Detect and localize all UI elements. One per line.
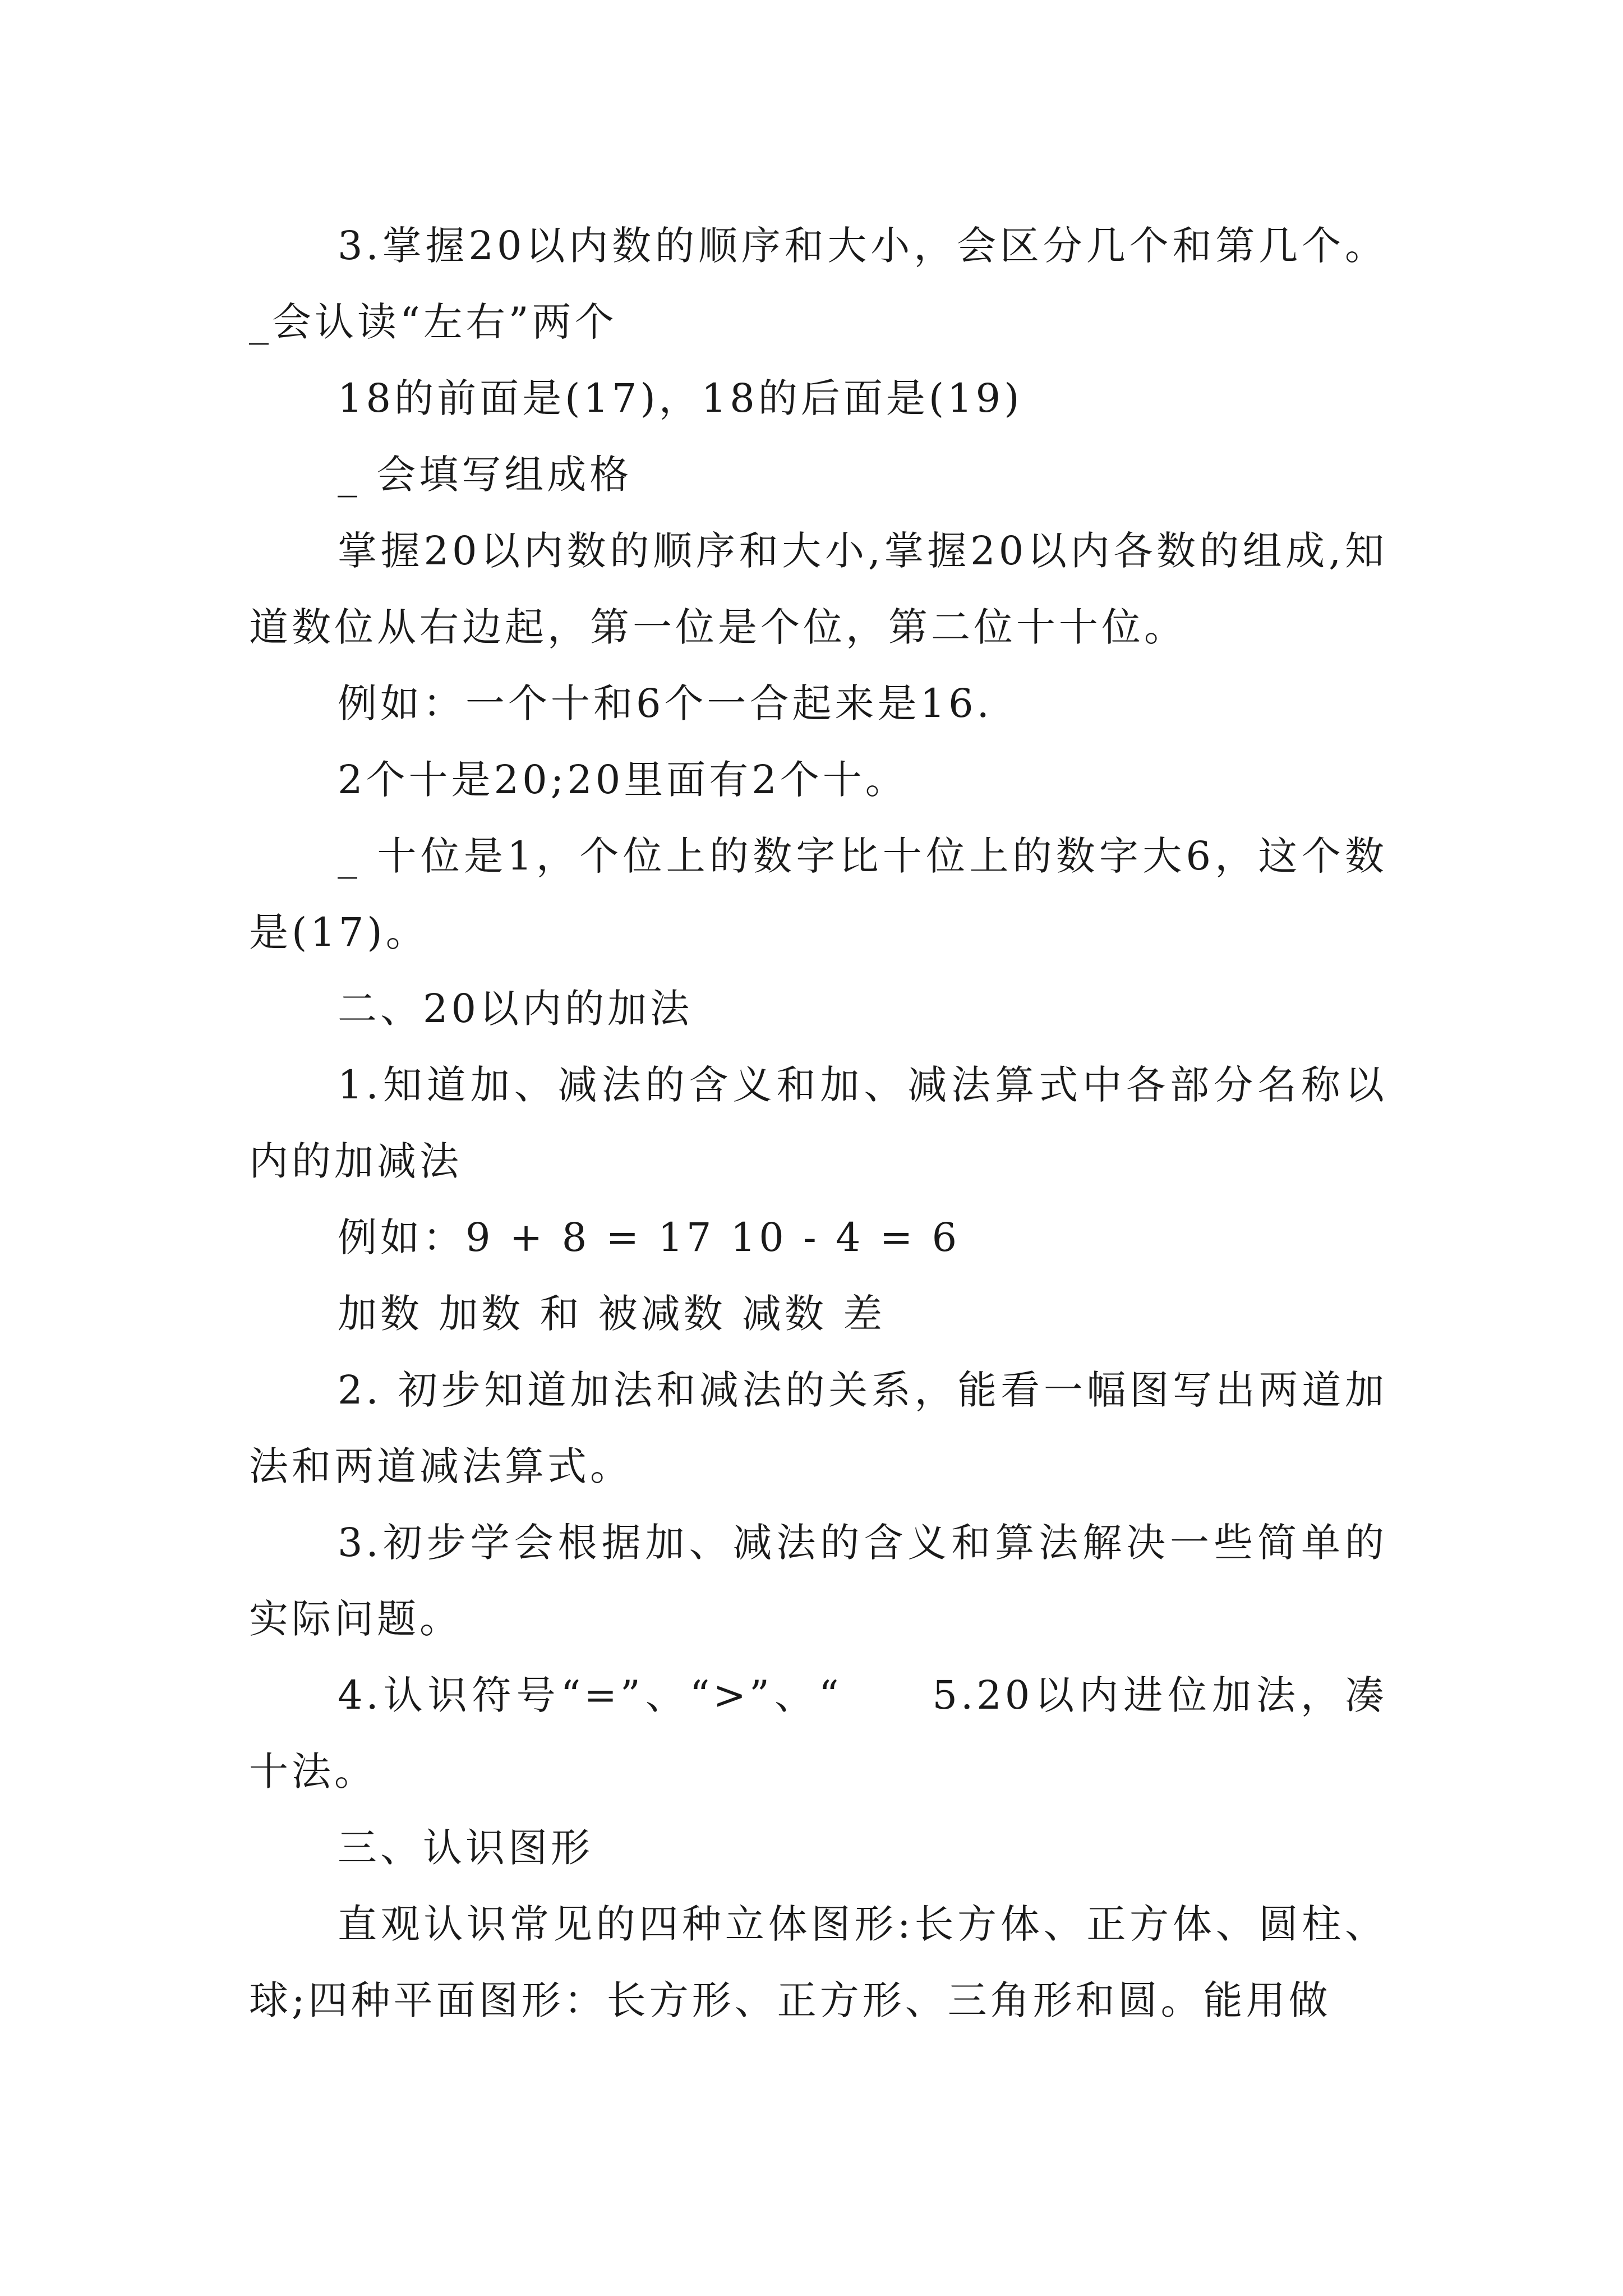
paragraph-16: 直观认识常见的四种立体图形:长方体、正方体、圆柱、球;四种平面图形：长方形、正方形、三角形和圆。能用做 (249, 1901, 1387, 2023)
paragraph-2: 18的前面是(17)，18的后面是(19) (338, 375, 1023, 421)
document-body (249, 208, 1387, 2039)
section-heading-2: 二、20以内的加法 (338, 986, 693, 1032)
paragraph-4: 掌握20以内数的顺序和大小,掌握20以内各数的组成,知道数位从右边起，第一位是个位，第二位十十位。 (249, 528, 1387, 650)
paragraph-5: 例如：一个十和6个一合起来是16. (338, 680, 993, 726)
section-heading-3: 三、认识图形 (338, 1825, 593, 1871)
paragraph-14: 4.认识符号“=”、“>”、“ 5.20以内进位加法，凑十法。 (249, 1672, 1387, 1795)
paragraph-11: 加数 加数 和 被减数 减数 差 (338, 1291, 886, 1337)
paragraph-3: _ 会填写组成格 (338, 452, 633, 498)
paragraph-10: 例如：9 + 8 = 17 10 - 4 = 6 (338, 1214, 961, 1260)
paragraph-13: 3.初步学会根据加、减法的含义和算法解决一些简单的实际问题。 (249, 1520, 1387, 1642)
paragraph-9: 1.知道加、减法的含义和加、减法算式中各部分名称以内的加减法 (249, 1062, 1387, 1184)
paragraph-1: 3.掌握20以内数的顺序和大小，会区分几个和第几个。_会认读“左右”两个 (249, 223, 1387, 345)
paragraph-6: 2个十是20;20里面有2个十。 (338, 757, 908, 803)
paragraph-12: 2. 初步知道加法和减法的关系，能看一幅图写出两道加法和两道减法算式。 (249, 1367, 1387, 1489)
paragraph-7: _ 十位是1，个位上的数字比十位上的数字大6，这个数是(17)。 (249, 833, 1387, 955)
